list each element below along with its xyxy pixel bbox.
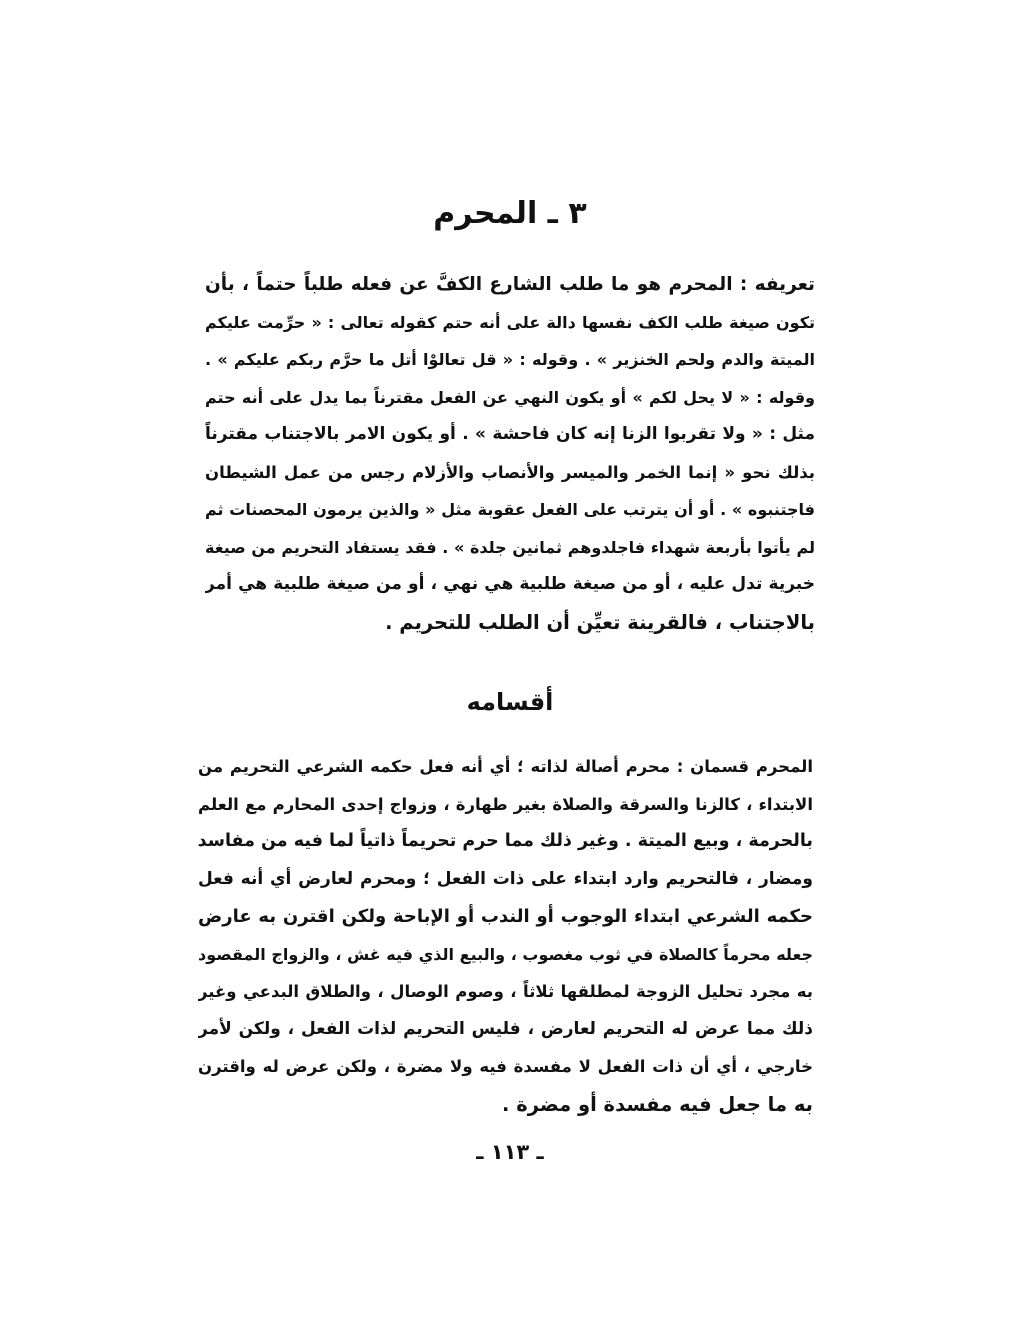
divisions-line: جعله محرماً كالصلاة في ثوب مغصوب ، والبيع الذي فيه غش ، والزواج المقصود: [198, 944, 813, 964]
definition-line: بذلك نحو « إنما الخمر والميسر والأنصاب والأزلام رجس من عمل الشيطان: [205, 462, 815, 482]
chapter-title: ٣ ـ المحرم: [433, 196, 587, 231]
definition-line: مثل : « ولا تقربوا الزنا إنه كان فاحشة » . أو يكون الامر بالاجتناب مقترناً: [205, 424, 815, 444]
section-heading: أقسامه: [466, 688, 554, 716]
definition-line: خبرية تدل عليه ، أو من صيغة طلبية هي نهي ، أو من صيغة طلبية هي أمر: [205, 574, 815, 594]
divisions-line: بالحرمة ، وبيع الميتة . وغير ذلك مما حرم تحريماً ذاتياً لما فيه من مفاسد: [198, 831, 813, 851]
divisions-line: ذلك مما عرض له التحريم لعارض ، فليس التحريم لذات الفعل ، ولكن لأمر: [198, 1018, 813, 1039]
definition-line: لم يأتوا بأربعة شهداء فاجلدوهم ثمانين جلدة » . فقد يستفاد التحريم من صيغة: [205, 537, 815, 557]
definition-line: تعريفه : المحرم هو ما طلب الشارع الكفَّ عن فعله طلباً حتماً ، بأن: [205, 274, 815, 295]
page-number: ـ ١١٣ ـ: [476, 1140, 544, 1164]
divisions-paragraph: [198, 748, 813, 1123]
divisions-line: المحرم قسمان : محرم أصالة لذاته ؛ أي أنه فعل حكمه الشرعي التحريم من: [198, 757, 813, 776]
definition-line: الميتة والدم ولحم الخنزير » . وقوله : « قل تعالوْا أتل ما حرَّم ربكم عليكم » .: [205, 350, 815, 369]
definition-line: تكون صيغة طلب الكف نفسها دالة على أنه حتم كقوله تعالى : « حرِّمت عليكم: [205, 312, 815, 332]
definition-line: وقوله : « لا يحل لكم » أو يكون النهي عن الفعل مقترناً بما يدل على أنه حتم: [205, 387, 815, 407]
divisions-line: ومضار ، فالتحريم وارد ابتداء على ذات الفعل ؛ ومحرم لعارض أي أنه فعل: [198, 868, 813, 889]
divisions-line: حكمه الشرعي ابتداء الوجوب أو الندب أو الإباحة ولكن اقترن به عارض: [198, 906, 813, 927]
definition-line: فاجتنبوه » . أو أن يترتب على الفعل عقوبة مثل « والذين يرمون المحصنات ثم: [205, 500, 815, 519]
divisions-line: خارجي ، أي أن ذات الفعل لا مفسدة فيه ولا مضرة ، ولكن عرض له واقترن: [198, 1057, 813, 1076]
definition-line: بالاجتناب ، فالقرينة تعيِّن أن الطلب للتحريم .: [385, 610, 815, 634]
divisions-line: به ما جعل فيه مفسدة أو مضرة .: [502, 1092, 813, 1116]
definition-paragraph: [205, 266, 815, 641]
divisions-line: به مجرد تحليل الزوجة لمطلقها ثلاثاً ، وصوم الوصال ، والطلاق البدعي وغير: [198, 982, 813, 1001]
divisions-line: الابتداء ، كالزنا والسرقة والصلاة بغير طهارة ، وزواج إحدى المحارم مع العلم: [198, 794, 813, 814]
